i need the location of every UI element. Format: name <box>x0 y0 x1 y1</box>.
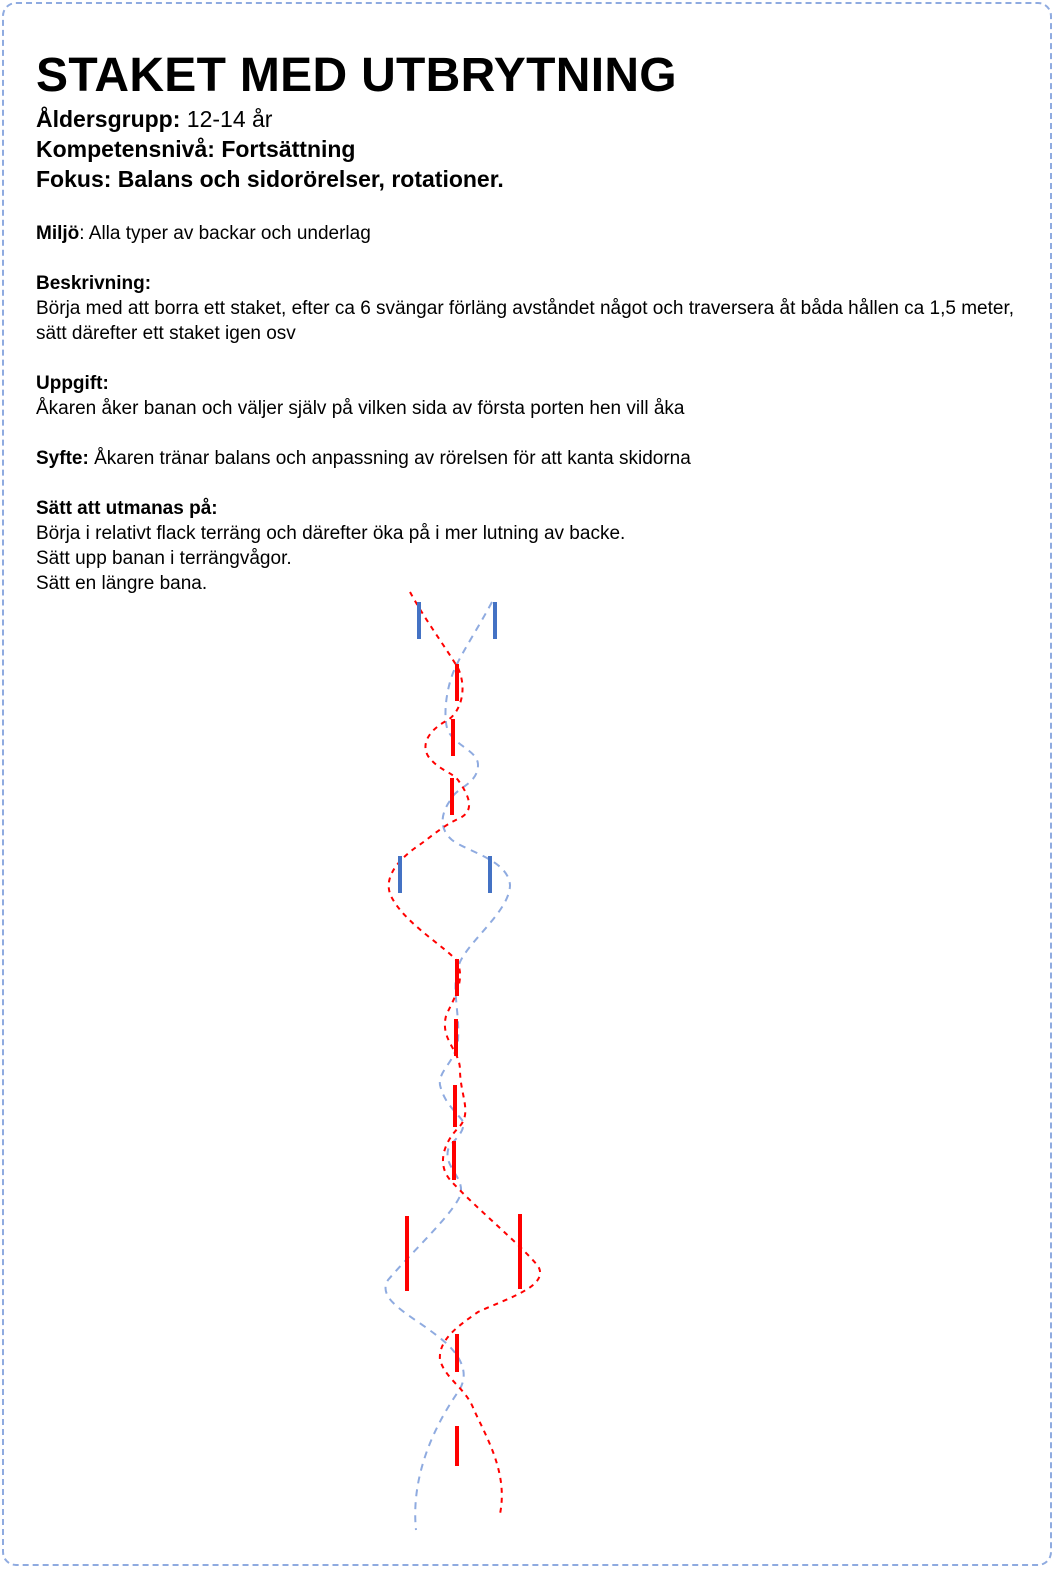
task-text: Åkaren åker banan och väljer själv på vilken sida av första porten hen vill åka <box>36 398 685 419</box>
challenge-heading-text: Sätt att utmanas på: <box>36 498 218 519</box>
blue-ski-path <box>386 602 510 1530</box>
description-heading-text: Beskrivning: <box>36 273 152 294</box>
focus-value: Balans och sidorörelser, rotationer. <box>117 166 504 192</box>
purpose-text: Åkaren tränar balans och anpassning av rörelsen för att kanta skidorna <box>88 448 691 469</box>
task-heading-text: Uppgift: <box>36 373 109 394</box>
page-title: STAKET MED UTBRYTNING <box>36 49 677 102</box>
age-group-label: Åldersgrupp: <box>36 106 181 132</box>
challenge-line: Sätt upp banan i terrängvågor. <box>36 548 292 569</box>
age-group-value: 12-14 år <box>186 106 273 132</box>
description-text: Börja med att borra ett staket, efter ca 6 svängar förläng avståndet något och traversera åt båda hållen ca 1,5 meter, sätt därefter ett staket igen osv <box>36 298 1015 344</box>
environment-text: : Alla typer av backar och underlag <box>79 223 371 244</box>
focus-label: Fokus: <box>36 166 112 192</box>
environment-label: Miljö <box>36 223 80 244</box>
competence-level-value: Fortsättning <box>221 136 356 162</box>
challenge-line: Börja i relativt flack terräng och därefter öka på i mer lutning av backe. <box>36 523 626 544</box>
competence-level-label: Kompetensnivå: <box>36 136 215 162</box>
purpose-label: Syfte: <box>36 448 89 469</box>
challenge-line: Sätt en längre bana. <box>36 573 208 594</box>
